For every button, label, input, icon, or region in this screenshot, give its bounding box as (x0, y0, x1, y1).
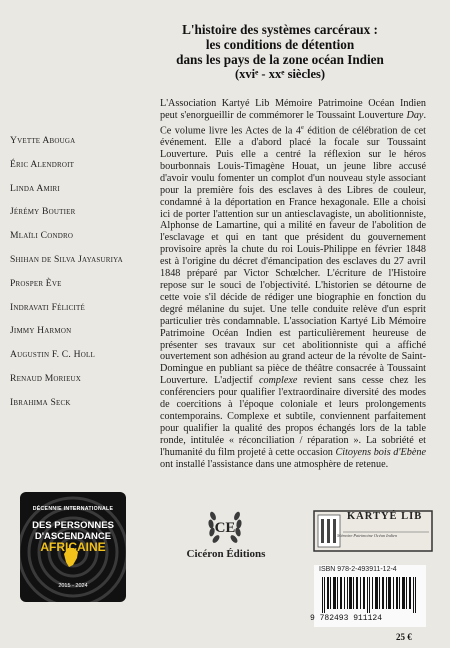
blurb-text: L'Association Kartyé Lib Mémoire Patrimoine Océan Indien peut s'enorgueillir de commémorer le Toussaint Louverture (160, 98, 426, 121)
author-name: Linda Amiri (10, 182, 60, 194)
author-name: Yvette Abouga (10, 135, 76, 146)
kartye-lib-subtitle: Mémoire Patrimoine Océan Indien (337, 533, 398, 538)
author-name: Renaud Morieux (10, 373, 82, 384)
blurb-paragraph (160, 98, 426, 470)
title-line: (xviᵉ - xxᵉ siècles) (234, 67, 326, 81)
author-name: Prosper Ève (10, 277, 62, 289)
blurb-italic: complexe (258, 375, 298, 387)
badge-main-text (24, 520, 122, 553)
kartye-lib-name: KARTYÉ LIB (347, 511, 423, 522)
blurb-text: revient sans cesse chez les conférenciers pour qualifier l'extraordinaire diversité des modes de coercitions à l'époque coloniale et leurs prolongements contemporains. Complexe et subtile, conviennent parfaitement pour qualifier la qualité des propos échangés lors de la table ronde, intitulée « réconciliation / réparation ». La sobriété et l'humanité du film projeté à cette occasion (160, 375, 426, 458)
author-name: Ibrahima Seck (10, 396, 71, 408)
blurb-superscript: e (301, 123, 304, 131)
blurb-italic: Day (406, 109, 424, 121)
price: 25 € (396, 632, 412, 642)
badge-line: D'ASCENDANCE (34, 531, 112, 542)
badge-line: AFRICAINE (40, 540, 106, 554)
decade-badge-logo (20, 492, 126, 602)
author-name: Indravati Félicité (10, 301, 85, 313)
title-line: dans les pays de la zone océan Indien (176, 52, 384, 67)
badge-line: DES PERSONNES (32, 520, 114, 531)
ciceron-laurel-icon (206, 504, 244, 548)
publisher-name: Cicéron Éditions (186, 548, 266, 560)
title-line: les conditions de détention (205, 37, 355, 52)
blurb-italic: Citoyens bois d'Ebène (335, 446, 426, 458)
author-name: Éric Alendroit (10, 158, 75, 170)
author-name: Jimmy Harmon (10, 325, 72, 337)
barcode-icon (320, 577, 420, 613)
author-name: Jérémy Boutier (10, 206, 76, 218)
author-name: Augustin F. C. Holl (10, 349, 95, 361)
isbn-number: ISBN 978-2-493911-12-4 (319, 566, 397, 573)
barcode-number: 9 782493 911124 (310, 614, 383, 623)
author-name: Mlaïli Condro (10, 230, 74, 242)
ciceron-monogram: CE (214, 520, 236, 536)
book-title (150, 22, 410, 82)
blurb-text: ont installé l'assistance dans une atmosphère de retenue. (160, 458, 389, 470)
back-cover-blurb (160, 98, 426, 470)
title-line: L'histoire des systèmes carcéraux : (182, 22, 378, 37)
badge-top-text: DÉCENNIE INTERNATIONALE (32, 506, 114, 512)
author-name: Shihan de Silva Jayasuriya (10, 254, 123, 265)
badge-years: 2015 - 2024 (58, 583, 88, 589)
blurb-text: . Ce volume livre les Actes de la 4 (160, 109, 426, 137)
blurb-text: édition de célébration de cet événement. Elle a d'abord placé la focale sur Toussaint Louverture. Puis elle a centré la réflexion sur le héros bourbonnais Louis-Timagène Houat, un jeune libre accusé d'avoir voulu fomenter un complot d'un nouveau style associant pour la première fois des esclaves à des Libres de couleur, condamné à la déportation en France hexagonale. Elle a choisi ici de porter l'attention sur un antiesclavagiste, un abolitionniste, Alphonse de Lamartine, qui a milité en faveur de l'abolition de l'esclavage et qui en tant que président du gouvernement provisoire après la chute du roi Louis-Philippe en février 1848 est à l'origine du décret d'émancipation des esclaves du 27 avril 1848 préparé par Victor Schœlcher. L'écriture de l'Histoire repose sur le souci de l'objectivité. L'historien se détourne de cette voie s'il décide de rédiger une biographie en fonction du degré mélanine du sujet. Une telle conduite relève d'un esprit particulier très condamnable. L'association Kartyé Lib Mémoire Patrimoine Océan Indien est particulièrement heureuse de présenter ses travaux sur cet abolitionniste qui a affiché ouvertement son adhésion au grand acteur de la révolte de Saint-Domingue en publiant sa pièce de théâtre consacrée à Toussaint Louverture. L'adjectif (160, 125, 426, 387)
